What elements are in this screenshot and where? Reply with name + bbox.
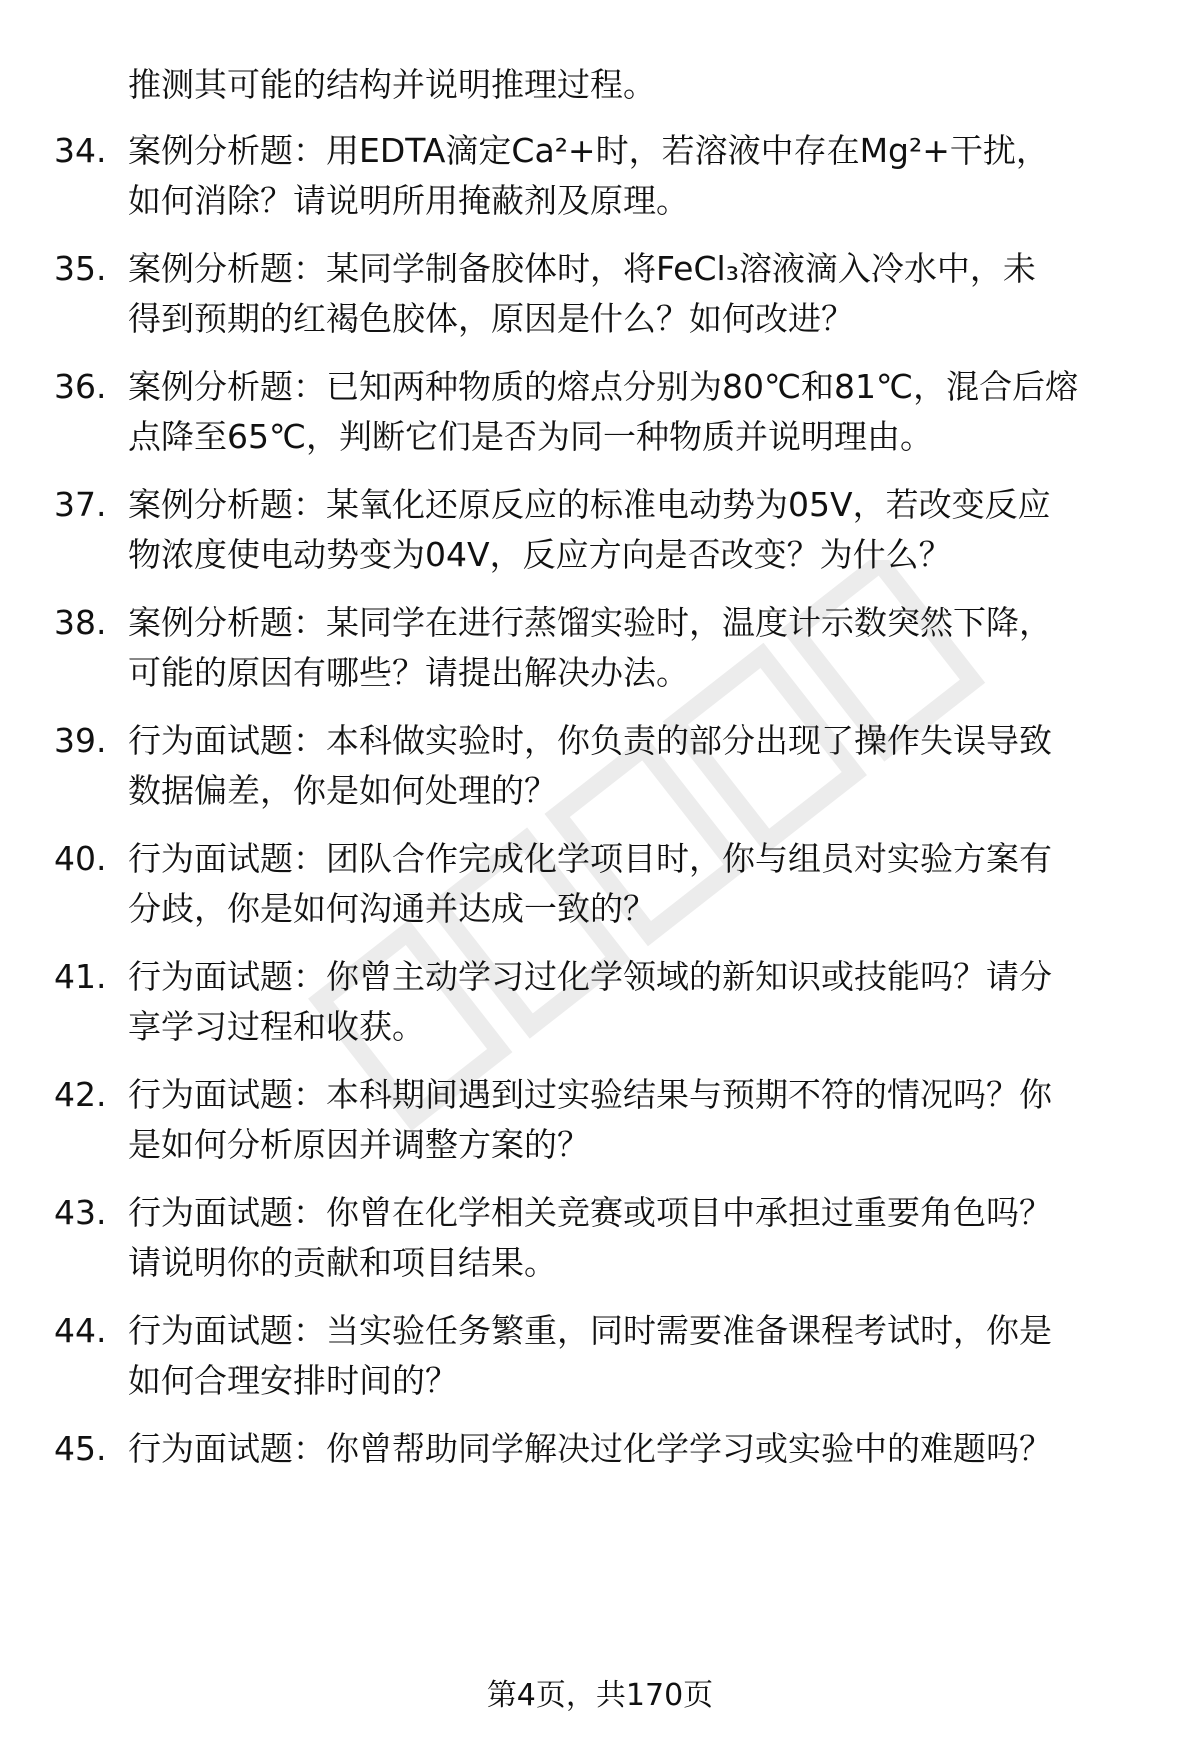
page-footer: 第4页，共170页: [486, 1678, 714, 1713]
question-line: 数据偏差，你是如何处理的？: [128, 771, 557, 810]
question-line: 行为面试题：团队合作完成化学项目时，你与组员对实验方案有: [128, 839, 1052, 878]
question-line: 案例分析题：已知两种物质的熔点分别为80℃和81℃，混合后熔: [128, 367, 1079, 406]
question-line: 可能的原因有哪些？请提出解决办法。: [128, 653, 689, 692]
question-text: [128, 1070, 1158, 1170]
question-number: 39.: [54, 721, 107, 760]
question-line: 案例分析题：某同学在进行蒸馏实验时，温度计示数突然下降，: [128, 603, 1052, 642]
question-line: 如何消除？请说明所用掩蔽剂及原理。: [128, 181, 689, 220]
question-line: 案例分析题：某氧化还原反应的标准电动势为05V，若改变反应: [128, 485, 1051, 524]
question-number: 35.: [54, 249, 107, 288]
question-number: 43.: [54, 1193, 107, 1232]
question-line: 分歧，你是如何沟通并达成一致的？: [128, 889, 656, 928]
question-text: [128, 1306, 1158, 1406]
question-text: [128, 716, 1158, 816]
question-number: 34.: [54, 131, 107, 170]
question-line: 如何合理安排时间的？: [128, 1361, 458, 1400]
question-text: [128, 1188, 1158, 1288]
question-number: 44.: [54, 1311, 107, 1350]
question-number: 40.: [54, 839, 107, 878]
question-line: 行为面试题：你曾主动学习过化学领域的新知识或技能吗？请分: [128, 957, 1052, 996]
question-text: [128, 480, 1158, 580]
question-text: [128, 598, 1158, 698]
question-number: 38.: [54, 603, 107, 642]
question-line: 行为面试题：你曾在化学相关竞赛或项目中承担过重要角色吗？: [128, 1193, 1052, 1232]
question-text: [128, 362, 1158, 462]
question-line: 物浓度使电动势变为04V，反应方向是否改变？为什么？: [128, 535, 952, 574]
question-text: [128, 952, 1158, 1052]
question-line: 案例分析题：用EDTA滴定Ca²+时，若溶液中存在Mg²+干扰，: [128, 131, 1049, 170]
question-line: 行为面试题：你曾帮助同学解决过化学学习或实验中的难题吗？: [128, 1429, 1052, 1468]
question-number: 42.: [54, 1075, 107, 1114]
question-text: [128, 244, 1158, 344]
question-text: [128, 1424, 1158, 1474]
question-line: 点降至65℃，判断它们是否为同一种物质并说明理由。: [128, 417, 934, 456]
continuation-line: 推测其可能的结构并说明推理过程。: [128, 65, 656, 104]
question-line: 请说明你的贡献和项目结果。: [128, 1243, 557, 1282]
question-number: 37.: [54, 485, 107, 524]
question-number: 36.: [54, 367, 107, 406]
question-line: 是如何分析原因并调整方案的？: [128, 1125, 590, 1164]
question-line: 案例分析题：某同学制备胶体时，将FeCl₃溶液滴入冷水中，未: [128, 249, 1036, 288]
question-text: [128, 834, 1158, 934]
question-line: 行为面试题：本科做实验时，你负责的部分出现了操作失误导致: [128, 721, 1052, 760]
question-number: 45.: [54, 1429, 107, 1468]
question-line: 行为面试题：本科期间遇到过实验结果与预期不符的情况吗？你: [128, 1075, 1052, 1114]
question-text: [128, 126, 1158, 226]
question-number: 41.: [54, 957, 107, 996]
question-line: 享学习过程和收获。: [128, 1007, 425, 1046]
question-line: 行为面试题：当实验任务繁重，同时需要准备课程考试时，你是: [128, 1311, 1052, 1350]
question-line: 得到预期的红褐色胶体，原因是什么？如何改进？: [128, 299, 854, 338]
